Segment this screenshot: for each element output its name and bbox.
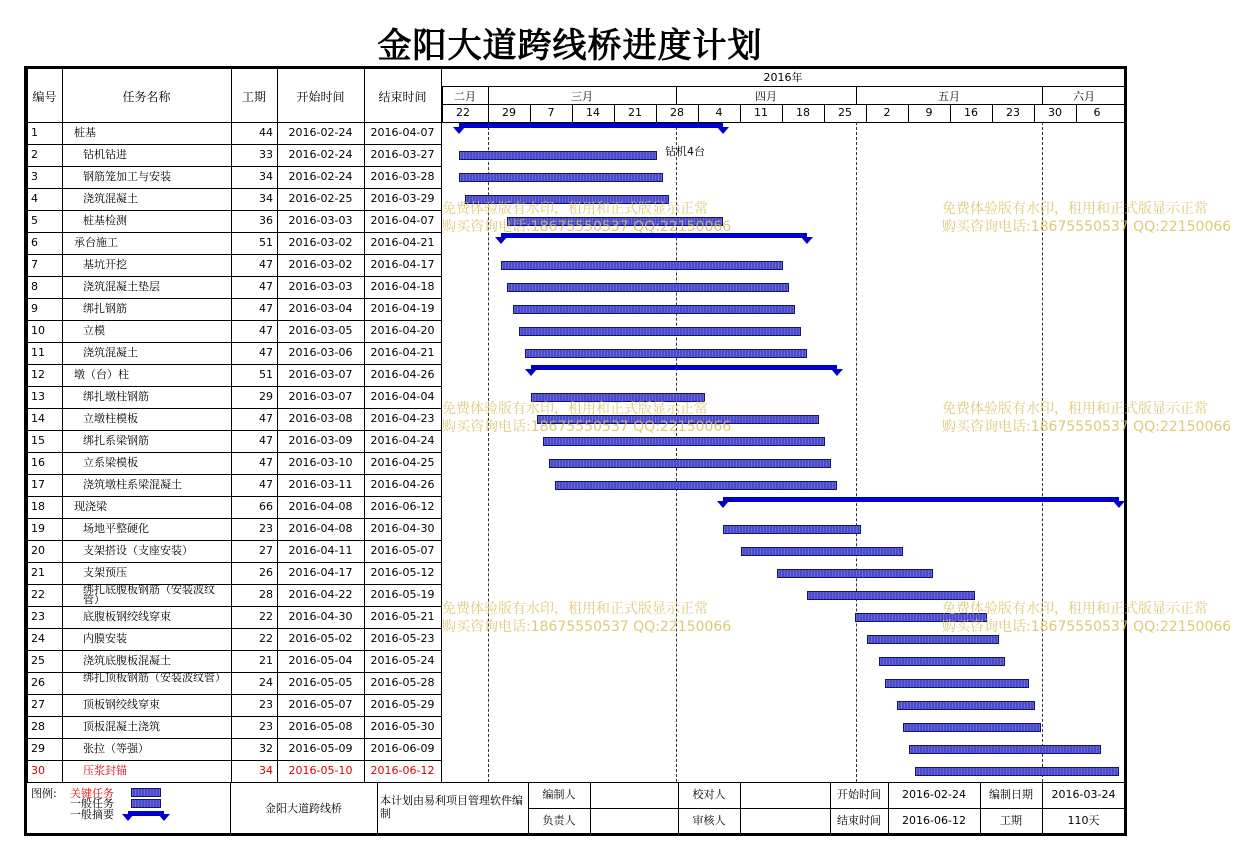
watermark-line2: 购买咨询电话:18675550537 QQ:22150066	[442, 219, 732, 235]
footer-date-label: 编制日期	[989, 788, 1033, 801]
task-end: 2016-06-12	[370, 500, 435, 513]
task-name: 承台施工	[74, 236, 118, 249]
month-tick	[488, 86, 489, 104]
task-duration: 47	[259, 434, 273, 447]
task-duration: 22	[259, 632, 273, 645]
task-start: 2016-02-24	[288, 148, 353, 161]
task-start: 2016-05-09	[288, 742, 353, 755]
task-name: 内膜安装	[83, 632, 127, 645]
watermark	[942, 200, 1231, 236]
task-end: 2016-04-19	[370, 302, 435, 315]
summary-start-marker	[525, 369, 537, 376]
task-start: 2016-05-05	[288, 676, 353, 689]
task-end: 2016-03-29	[370, 192, 435, 205]
week-tick	[1034, 104, 1035, 122]
week-tick	[530, 104, 531, 122]
summary-end-marker	[801, 237, 813, 244]
task-name: 立墩柱模板	[83, 412, 138, 425]
task-end: 2016-05-21	[370, 610, 435, 623]
task-id: 3	[31, 170, 38, 183]
summary-bar	[723, 497, 1119, 502]
month-tick	[1042, 86, 1043, 104]
week-tick-label: 22	[456, 106, 470, 119]
page-title: 金阳大道跨线桥进度计划	[377, 26, 763, 66]
task-end: 2016-04-21	[370, 346, 435, 359]
task-start: 2016-04-30	[288, 610, 353, 623]
task-name: 绑扎墩柱钢筋	[83, 390, 149, 403]
task-duration: 29	[259, 390, 273, 403]
summary-bar	[459, 123, 723, 128]
task-name: 浇筑墩柱系梁混凝土	[83, 478, 182, 491]
watermark-line1: 免费体验版有水印，租用和正式版显示正常	[942, 401, 1208, 417]
week-tick-label: 21	[628, 106, 642, 119]
task-end: 2016-04-18	[370, 280, 435, 293]
task-end: 2016-03-28	[370, 170, 435, 183]
task-start: 2016-04-17	[288, 566, 353, 579]
header-end: 结束时间	[378, 90, 427, 104]
task-bar	[549, 459, 831, 468]
task-end: 2016-04-20	[370, 324, 435, 337]
task-duration: 26	[259, 566, 273, 579]
task-start: 2016-02-24	[288, 126, 353, 139]
task-bar	[555, 481, 837, 490]
task-bar	[543, 437, 825, 446]
header-id: 编号	[32, 90, 57, 104]
footer-compiler-label: 编制人	[542, 788, 576, 801]
watermark	[942, 400, 1231, 436]
task-end: 2016-05-12	[370, 566, 435, 579]
task-name: 浇筑混凝土	[83, 346, 138, 359]
task-id: 9	[31, 302, 38, 315]
task-duration: 23	[259, 522, 273, 535]
task-name: 顶板钢绞线穿束	[83, 698, 160, 711]
task-bar	[507, 283, 789, 292]
footer-project-name: 金阳大道跨线桥	[265, 802, 342, 815]
month-tick	[442, 86, 443, 104]
week-tick-label: 2	[883, 106, 891, 119]
task-start: 2016-05-10	[288, 764, 353, 777]
task-bar	[807, 591, 975, 600]
task-bar	[777, 569, 933, 578]
footer-duration-value: 110天	[1067, 814, 1100, 827]
task-end: 2016-05-28	[370, 676, 435, 689]
week-tick	[614, 104, 615, 122]
watermark-line1: 免费体验版有水印，租用和正式版显示正常	[442, 401, 708, 417]
task-id: 11	[31, 346, 45, 359]
task-start: 2016-03-10	[288, 456, 353, 469]
task-end: 2016-05-30	[370, 720, 435, 733]
task-duration: 47	[259, 280, 273, 293]
task-id: 4	[31, 192, 38, 205]
task-id: 24	[31, 632, 45, 645]
footer-date-value: 2016-03-24	[1051, 788, 1116, 801]
task-name: 底腹板钢绞线穿束	[83, 610, 171, 623]
task-end: 2016-04-21	[370, 236, 435, 249]
task-id: 27	[31, 698, 45, 711]
legend-normal-label: 一般任务	[70, 797, 114, 810]
task-end: 2016-06-09	[370, 742, 435, 755]
summary-end-marker	[831, 369, 843, 376]
week-tick	[572, 104, 573, 122]
week-tick	[1076, 104, 1077, 122]
task-start: 2016-03-04	[288, 302, 353, 315]
task-duration: 47	[259, 412, 273, 425]
footer-end-value: 2016-06-12	[902, 814, 966, 827]
task-name: 基坑开挖	[83, 258, 127, 271]
col-divider	[62, 68, 63, 782]
task-duration: 24	[259, 676, 273, 689]
week-tick	[740, 104, 741, 122]
task-bar	[885, 679, 1029, 688]
task-name: 立模	[83, 324, 105, 337]
task-name: 浇筑混凝土	[83, 192, 138, 205]
task-end: 2016-05-24	[370, 654, 435, 667]
summary-end-marker	[717, 127, 729, 134]
task-duration: 34	[259, 170, 273, 183]
task-duration: 51	[259, 236, 273, 249]
task-name: 顶板混凝土浇筑	[83, 720, 160, 733]
task-end: 2016-04-07	[370, 214, 435, 227]
task-duration: 22	[259, 610, 273, 623]
week-tick	[488, 104, 489, 122]
task-id: 21	[31, 566, 45, 579]
legend-critical-label: 关键任务	[70, 787, 114, 800]
task-id: 13	[31, 390, 45, 403]
task-end: 2016-04-07	[370, 126, 435, 139]
watermark-line1: 免费体验版有水印，租用和正式版显示正常	[942, 201, 1208, 217]
task-start: 2016-03-09	[288, 434, 353, 447]
task-end: 2016-04-25	[370, 456, 435, 469]
task-start: 2016-04-11	[288, 544, 353, 557]
col-divider	[27, 68, 28, 782]
footer-responsible-label: 负责人	[542, 814, 576, 827]
task-end: 2016-05-19	[370, 588, 435, 601]
task-start: 2016-03-11	[288, 478, 353, 491]
task-duration: 47	[259, 456, 273, 469]
timeline-month: 四月	[755, 90, 777, 103]
week-tick-label: 23	[1006, 106, 1020, 119]
week-tick-label: 29	[502, 106, 516, 119]
task-end: 2016-05-29	[370, 698, 435, 711]
task-start: 2016-03-02	[288, 258, 353, 271]
task-start: 2016-03-06	[288, 346, 353, 359]
watermark-line1: 免费体验版有水印，租用和正式版显示正常	[942, 601, 1208, 617]
week-tick	[950, 104, 951, 122]
task-start: 2016-03-02	[288, 236, 353, 249]
week-tick	[992, 104, 993, 122]
footer-start-value: 2016-02-24	[902, 788, 966, 801]
task-duration: 44	[259, 126, 273, 139]
task-end: 2016-05-23	[370, 632, 435, 645]
task-start: 2016-02-25	[288, 192, 353, 205]
task-name: 场地平整硬化	[83, 522, 149, 535]
task-bar	[879, 657, 1005, 666]
task-start: 2016-04-08	[288, 500, 353, 513]
month-tick	[676, 86, 677, 104]
task-end: 2016-05-07	[370, 544, 435, 557]
task-name: 浇筑混凝土垫层	[83, 280, 160, 293]
task-start: 2016-03-07	[288, 390, 353, 403]
task-start: 2016-05-07	[288, 698, 353, 711]
task-start: 2016-03-05	[288, 324, 353, 337]
task-id: 10	[31, 324, 45, 337]
task-id: 7	[31, 258, 38, 271]
task-end: 2016-03-27	[370, 148, 435, 161]
footer-checker-label: 校对人	[692, 788, 726, 801]
task-id: 29	[31, 742, 45, 755]
task-bar	[519, 327, 801, 336]
task-end: 2016-04-23	[370, 412, 435, 425]
watermark	[442, 600, 731, 636]
timeline-month: 五月	[938, 90, 960, 103]
task-name: 绑扎系梁钢筋	[83, 434, 149, 447]
month-tick	[856, 86, 857, 104]
task-name: 现浇梁	[74, 500, 107, 513]
task-duration: 36	[259, 214, 273, 227]
task-id: 22	[31, 588, 45, 601]
summary-end-marker	[1113, 501, 1125, 508]
task-id: 16	[31, 456, 45, 469]
task-duration: 23	[259, 720, 273, 733]
task-start: 2016-03-08	[288, 412, 353, 425]
footer-end-label: 结束时间	[837, 814, 881, 827]
footer-start-label: 开始时间	[837, 788, 881, 801]
task-duration: 23	[259, 698, 273, 711]
task-bar	[525, 349, 807, 358]
week-tick-label: 16	[964, 106, 978, 119]
task-bar	[897, 701, 1035, 710]
header-dur: 工期	[241, 90, 266, 104]
task-duration: 47	[259, 324, 273, 337]
task-start: 2016-04-22	[288, 588, 353, 601]
week-tick-label: 14	[586, 106, 600, 119]
task-name: 绑扎钢筋	[83, 302, 127, 315]
task-duration: 51	[259, 368, 273, 381]
task-name: 支架搭设（支座安装）	[83, 544, 193, 557]
week-tick-label: 11	[754, 106, 768, 119]
week-tick-label: 28	[670, 106, 684, 119]
summary-start-marker	[717, 501, 729, 508]
task-duration: 47	[259, 258, 273, 271]
task-name: 支架预压	[83, 566, 127, 579]
task-start: 2016-05-02	[288, 632, 353, 645]
task-start: 2016-03-07	[288, 368, 353, 381]
task-name: 浇筑底腹板混凝土	[83, 654, 171, 667]
task-start: 2016-05-08	[288, 720, 353, 733]
task-id: 26	[31, 676, 45, 689]
task-end: 2016-06-12	[370, 764, 435, 777]
task-id: 12	[31, 368, 45, 381]
footer-reviewer-label: 审核人	[692, 814, 726, 827]
critical-task-bar	[915, 767, 1119, 776]
task-id: 18	[31, 500, 45, 513]
task-name: 桩基	[74, 126, 96, 139]
task-name: 钢筋笼加工与安装	[83, 170, 171, 183]
task-id: 2	[31, 148, 38, 161]
timeline-month: 二月	[454, 90, 476, 103]
task-end: 2016-04-04	[370, 390, 435, 403]
watermark-line2: 购买咨询电话:18675550537 QQ:22150066	[942, 219, 1232, 235]
task-id: 6	[31, 236, 38, 249]
week-tick	[782, 104, 783, 122]
footer-mid	[528, 808, 1125, 809]
footer-note: 本计划由易利项目管理软件编制	[380, 794, 523, 820]
task-bar	[903, 723, 1041, 732]
watermark	[942, 600, 1231, 636]
watermark	[442, 200, 731, 236]
watermark-line1: 免费体验版有水印，租用和正式版显示正常	[442, 201, 708, 217]
task-duration: 21	[259, 654, 273, 667]
week-tick-label: 25	[838, 106, 852, 119]
summary-start-marker	[495, 237, 507, 244]
task-id: 30	[31, 764, 45, 777]
timeline-month: 三月	[571, 90, 593, 103]
week-tick	[442, 104, 443, 122]
watermark-line1: 免费体验版有水印，租用和正式版显示正常	[442, 601, 708, 617]
task-duration: 34	[259, 764, 273, 777]
task-id: 17	[31, 478, 45, 491]
legend-normal-swatch	[131, 799, 161, 808]
task-end: 2016-04-26	[370, 368, 435, 381]
task-id: 1	[31, 126, 38, 139]
watermark-line2: 购买咨询电话:18675550537 QQ:22150066	[442, 619, 732, 635]
year-divider	[441, 86, 1125, 87]
task-name: 绑扎顶板钢筋（安装波纹管）	[83, 672, 226, 683]
task-duration: 34	[259, 192, 273, 205]
task-name: 绑扎底腹板钢筋（安装波纹管）	[83, 584, 215, 605]
task-end: 2016-04-30	[370, 522, 435, 535]
summary-start-marker	[453, 127, 465, 134]
watermark-line2: 购买咨询电话:18675550537 QQ:22150066	[942, 419, 1232, 435]
summary-bar	[531, 365, 837, 370]
task-start: 2016-04-08	[288, 522, 353, 535]
task-start: 2016-02-24	[288, 170, 353, 183]
footer-duration-label: 工期	[1000, 814, 1022, 827]
task-end: 2016-04-26	[370, 478, 435, 491]
task-start: 2016-03-03	[288, 280, 353, 293]
task-bar	[867, 635, 999, 644]
timeline-year: 2016年	[763, 71, 803, 84]
task-duration: 33	[259, 148, 273, 161]
task-name: 张拉（等强）	[83, 742, 149, 755]
watermark-line2: 购买咨询电话:18675550537 QQ:22150066	[942, 619, 1232, 635]
legend-critical-swatch	[131, 788, 161, 797]
task-duration: 66	[259, 500, 273, 513]
week-tick-label: 4	[715, 106, 723, 119]
task-name: 立系梁模板	[83, 456, 138, 469]
task-bar	[723, 525, 861, 534]
task-id: 20	[31, 544, 45, 557]
task-duration: 47	[259, 302, 273, 315]
task-bar	[501, 261, 783, 270]
task-id: 28	[31, 720, 45, 733]
task-id: 14	[31, 412, 45, 425]
week-tick	[866, 104, 867, 122]
week-tick-label: 6	[1093, 106, 1101, 119]
legend-summary-end	[158, 814, 170, 821]
header-start: 开始时间	[296, 90, 345, 104]
week-tick	[824, 104, 825, 122]
task-end: 2016-04-17	[370, 258, 435, 271]
task-duration: 28	[259, 588, 273, 601]
task-bar	[909, 745, 1101, 754]
week-tick	[908, 104, 909, 122]
legend-summary-label: 一般摘要	[70, 808, 114, 821]
task-bar	[513, 305, 795, 314]
task-bar	[459, 173, 663, 182]
task-start: 2016-03-03	[288, 214, 353, 227]
watermark-line2: 购买咨询电话:18675550537 QQ:22150066	[442, 419, 732, 435]
week-tick	[656, 104, 657, 122]
week-tick-label: 30	[1048, 106, 1062, 119]
footer-divider	[377, 782, 378, 834]
task-duration: 27	[259, 544, 273, 557]
task-name: 钻机钻进	[83, 148, 127, 161]
week-tick-label: 18	[796, 106, 810, 119]
task-id: 8	[31, 280, 38, 293]
task-duration: 47	[259, 478, 273, 491]
task-name: 压浆封锚	[83, 764, 127, 777]
task-duration: 47	[259, 346, 273, 359]
month-divider	[441, 104, 1125, 105]
task-duration: 32	[259, 742, 273, 755]
header-name: 任务名称	[122, 90, 171, 104]
task-id: 19	[31, 522, 45, 535]
task-bar	[459, 151, 657, 160]
timeline-month: 六月	[1073, 90, 1095, 103]
task-bar	[741, 547, 903, 556]
task-id: 15	[31, 434, 45, 447]
watermark	[442, 400, 731, 436]
task-id: 5	[31, 214, 38, 227]
week-tick-label: 9	[925, 106, 933, 119]
task-end: 2016-04-24	[370, 434, 435, 447]
month-guideline	[856, 122, 857, 782]
footer-top	[27, 782, 1125, 783]
bar-annotation: 钻机4台	[665, 145, 705, 158]
task-name: 墩（台）柱	[74, 368, 129, 381]
task-name: 桩基检测	[83, 214, 127, 227]
task-start: 2016-05-04	[288, 654, 353, 667]
task-id: 23	[31, 610, 45, 623]
legend-label: 图例:	[31, 787, 57, 800]
week-tick	[698, 104, 699, 122]
legend-summary-start	[122, 814, 134, 821]
week-tick-label: 7	[547, 106, 555, 119]
task-id: 25	[31, 654, 45, 667]
